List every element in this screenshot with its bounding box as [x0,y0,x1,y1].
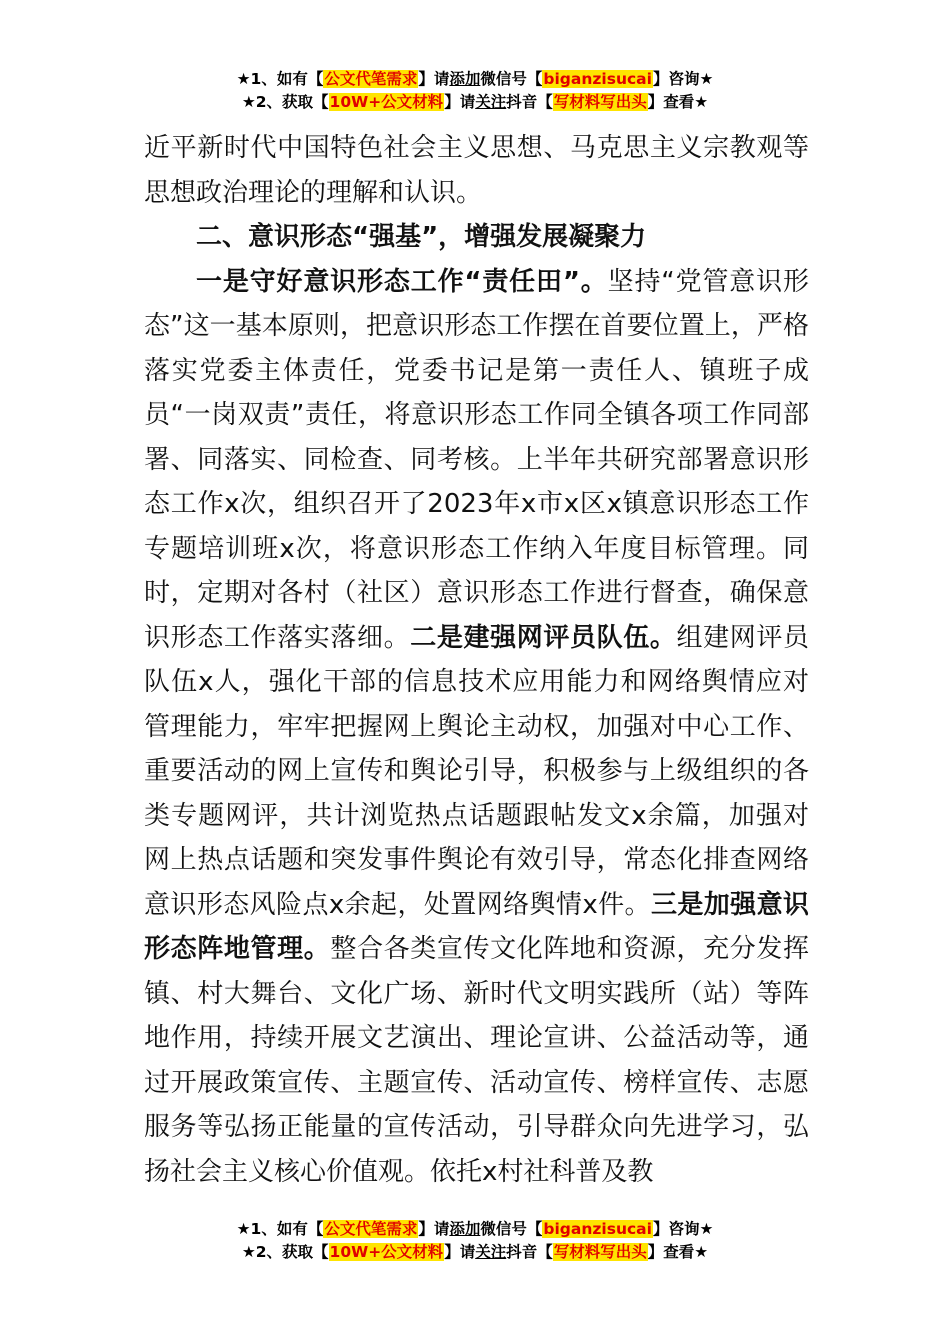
point-3-text: 整合各类宣传文化阵地和资源，充分发挥镇、村大舞台、文化广场、新时代文明实践所（站）等阵地作用，持续开展文艺演出、理论宣讲、公益活动等，通过开展政策宣传、主题宣传、活动宣传、榜样宣传、志愿服务等弘扬正能量的宣传活动，引导群众向先进学习，弘扬社会主义核心价值观。依托x村社科普及教 [144,934,809,1187]
header-ad-banner [0,68,950,114]
ad-text: 】请 [418,1220,450,1238]
ad-text: 】查看★ [647,93,709,111]
ad-douyin-id: 写材料写出头 [553,1243,647,1261]
ad-underlined: 添加 [449,70,481,88]
ad-text: 】咨询★ [652,1220,714,1238]
ad-underlined: 添加 [449,1220,481,1238]
ad-highlight: 公文代笔需求 [324,1220,418,1238]
ad-text: 】咨询★ [652,70,714,88]
ad-wechat-id: biganzisucai [543,70,652,88]
ad-text: 抖音【 [506,1243,553,1261]
ad-text: ★2、获取【 [241,93,329,111]
ad-highlight: 10W+公文材料 [329,93,444,111]
ad-text: ★1、如有【 [236,70,324,88]
ad-line-1 [0,1218,950,1241]
ad-wechat-id: biganzisucai [543,1220,652,1238]
ad-text: ★2、获取【 [241,1243,329,1261]
ad-line-1 [0,68,950,91]
ad-underlined: 关注 [475,93,507,111]
point-1-title: 一是守好意识形态工作“责任田”。 [196,266,608,297]
point-3-title: 三是加强意识形态阵地管理。 [144,889,809,964]
point-2-title: 二是建强网评员队伍。 [410,622,677,653]
ad-line-2 [0,91,950,114]
ad-text: 】请 [444,1243,476,1261]
point-1-text: 坚持“党管意识形态”这一基本原则，把意识形态工作摆在首要位置上，严格落实党委主体责任，党委书记是第一责任人、镇班子成员“一岗双责”责任，将意识形态工作同全镇各项工作同部署、同落实、同检查、同考核。上半年共研究部署意识形态工作x次，组织召开了2023年x市x区x镇意识形态工作专题培训班x次，将意识形态工作纳入年度目标管理。同时，定期对各村（社区）意识形态工作进行督查，确保意识形态工作落实落细。 [144,266,809,653]
ad-line-2 [0,1241,950,1264]
continuation-paragraph: 近平新时代中国特色社会主义思想、马克思主义宗教观等思想政治理论的理解和认识。 [144,133,809,208]
ad-text: 】请 [418,70,450,88]
ad-text: 】请 [444,93,476,111]
ad-text: 微信号【 [480,70,543,88]
ad-highlight: 公文代笔需求 [324,70,418,88]
ad-text: 抖音【 [506,93,553,111]
point-2-text: 组建网评员队伍x人，强化干部的信息技术应用能力和网络舆情应对管理能力，牢牢把握网上舆论主动权，加强对中心工作、重要活动的网上宣传和舆论引导，积极参与上级组织的各类专题网评，共计浏览热点话题跟帖发文x余篇，加强对网上热点话题和突发事件舆论有效引导，常态化排查网络意识形态风险点x余起，处置网络舆情x件。 [144,622,809,920]
ad-underlined: 关注 [475,1243,507,1261]
ad-douyin-id: 写材料写出头 [553,93,647,111]
ad-text: 】查看★ [647,1243,709,1261]
ad-text: ★1、如有【 [236,1220,324,1238]
heading-text: 二、意识形态“强基”，增强发展凝聚力 [196,222,647,252]
ad-highlight: 10W+公文材料 [329,1243,444,1261]
section-heading [144,215,809,260]
footer-ad-banner [0,1218,950,1264]
document-body [144,126,809,1194]
body-paragraph [144,260,809,1195]
ad-text: 微信号【 [480,1220,543,1238]
